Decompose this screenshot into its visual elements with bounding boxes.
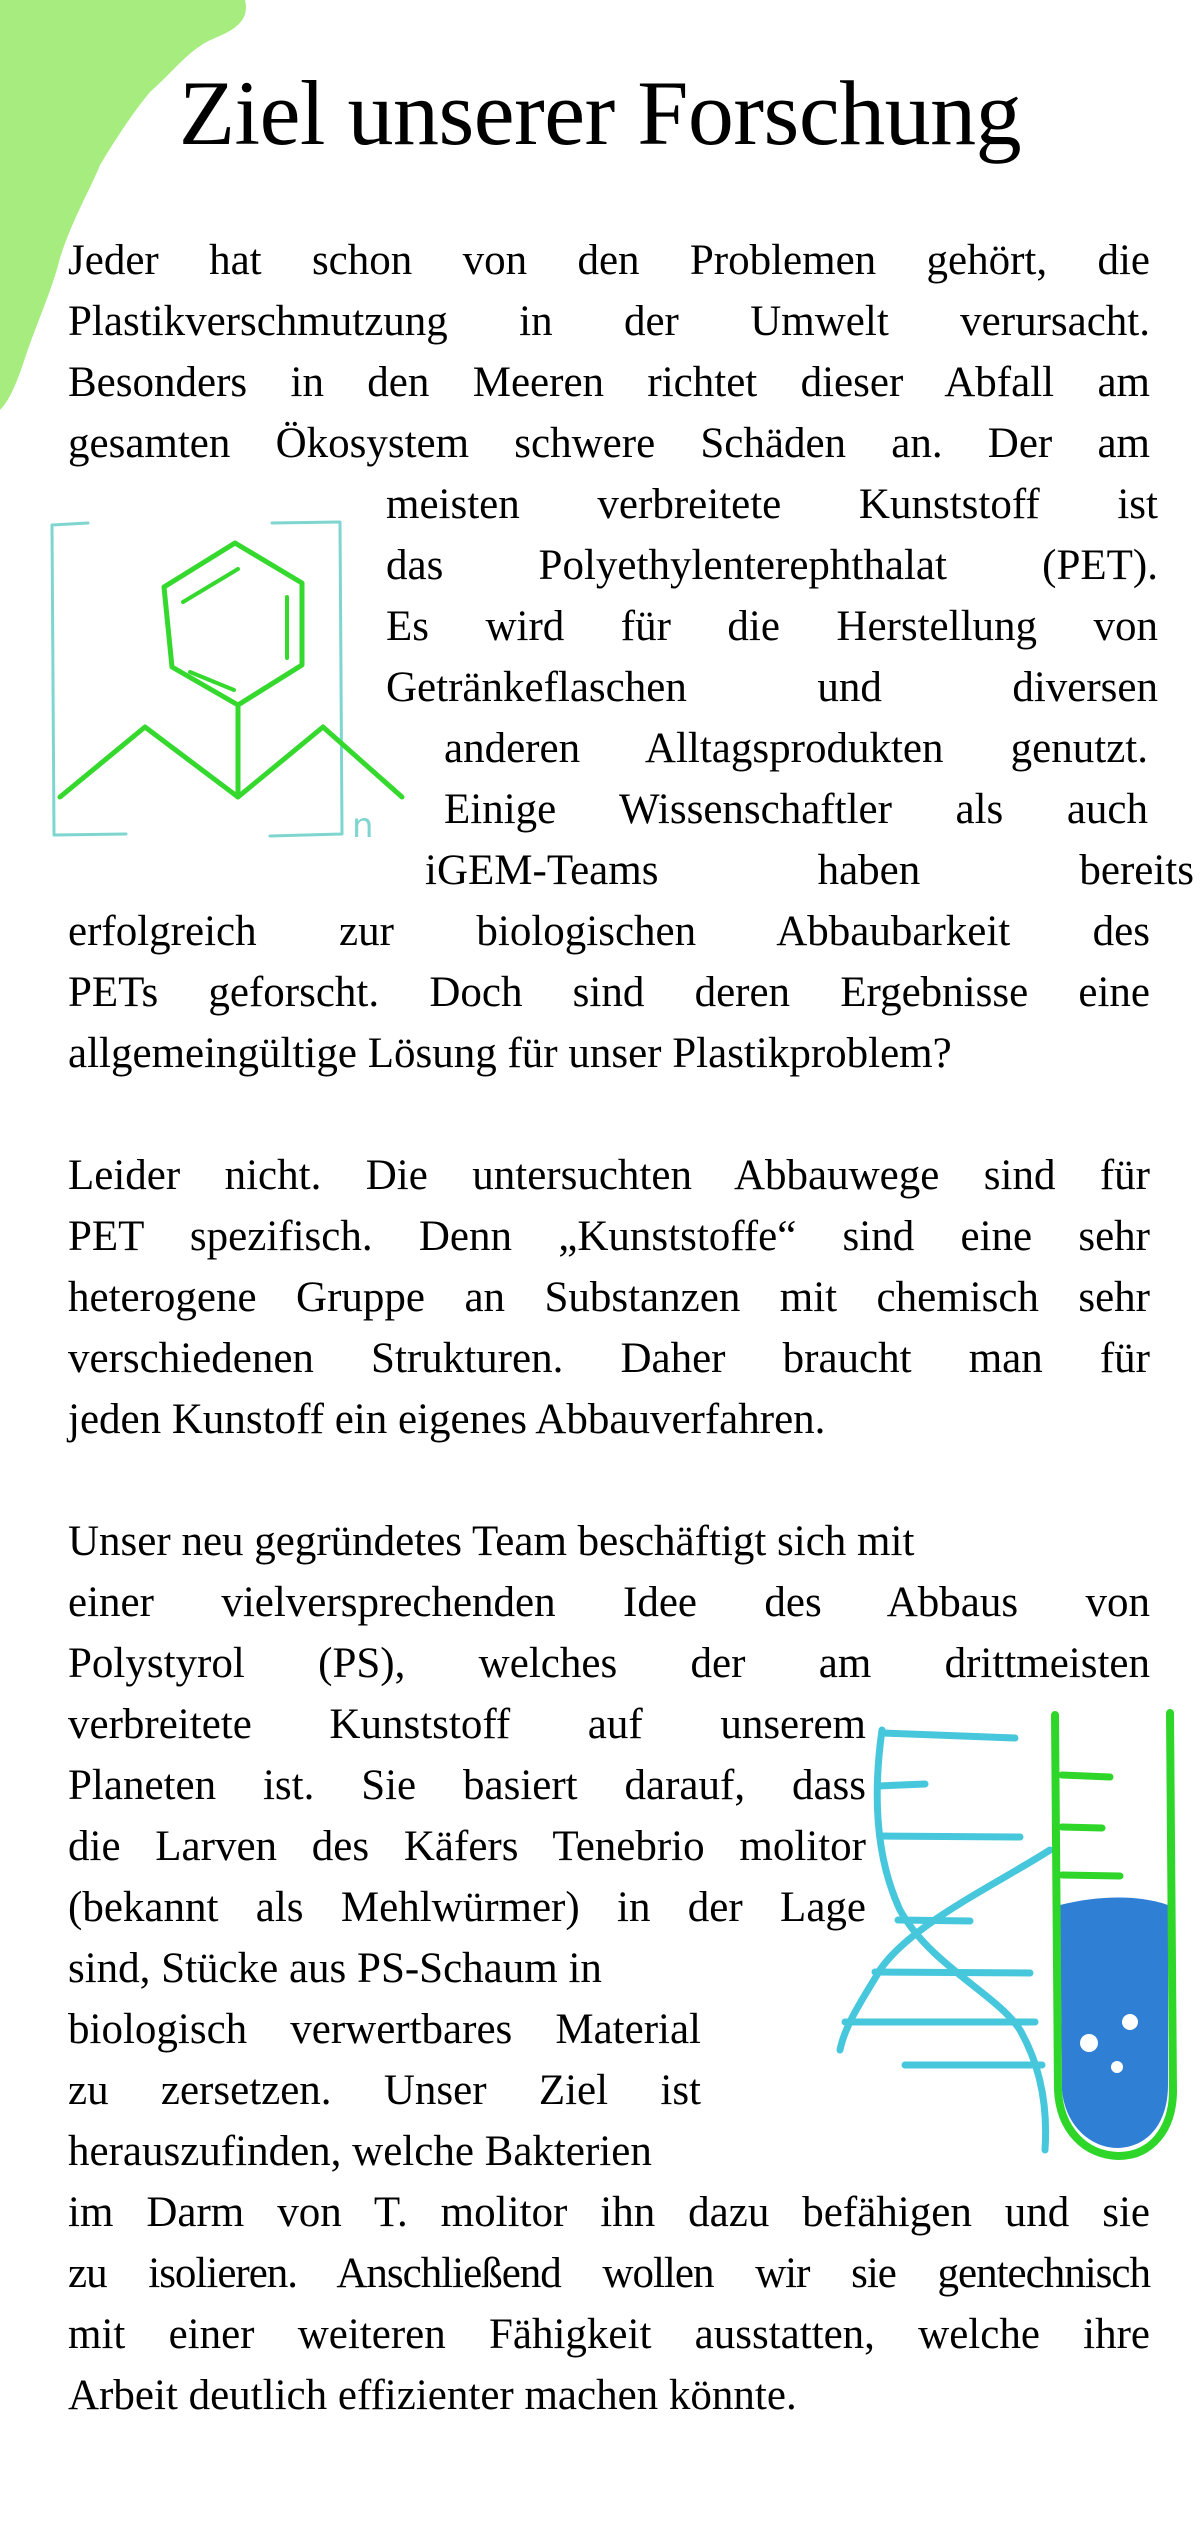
text-line: erfolgreich zur biologischen Abbaubarkeit des [68, 908, 1150, 955]
text-line: sind, Stücke aus PS-Schaum in [68, 1945, 602, 1992]
page-title: Ziel unserer Forschung [178, 62, 1022, 164]
text-line: gesamten Ökosystem schwere Schäden an. Der am [68, 420, 1150, 467]
text-line: mit einer weiteren Fähigkeit ausstatten, welche ihre [68, 2311, 1150, 2358]
text-line: verbreitete Kunststoff auf unserem [68, 1701, 866, 1748]
text-line: verschiedenen Strukturen. Daher braucht man für [68, 1335, 1150, 1382]
text-line: das Polyethylenterephthalat (PET). [386, 542, 1158, 589]
text-line: Besonders in den Meeren richtet dieser Abfall am [68, 359, 1150, 406]
text-line: PETs geforscht. Doch sind deren Ergebnisse eine [68, 969, 1150, 1016]
text-line: PET spezifisch. Denn „Kunststoffe“ sind eine sehr [68, 1213, 1150, 1260]
text-line: die Larven des Käfers Tenebrio molitor [68, 1823, 866, 1870]
text-line: Getränkeflaschen und diversen [386, 664, 1158, 711]
text-line: Es wird für die Herstellung von [386, 603, 1158, 650]
polymer-subscript: n [352, 806, 374, 846]
text-line: Unser neu gegründetes Team beschäftigt sich mit [68, 1518, 915, 1565]
text-line: Jeder hat schon von den Problemen gehört, die [68, 237, 1150, 284]
paragraph-2 [68, 1145, 1150, 1450]
text-line: biologisch verwertbares Material [68, 2006, 701, 2053]
text-line: allgemeingültige Lösung für unser Plastikproblem? [68, 1030, 952, 1077]
text-line: Polystyrol (PS), welches der am drittmeisten [68, 1640, 1150, 1687]
text-line: meisten verbreitete Kunststoff ist [386, 481, 1158, 528]
text-line: anderen Alltagsprodukten genutzt. [444, 725, 1148, 772]
text-line: im Darm von T. molitor ihn dazu befähigen und sie [68, 2189, 1150, 2236]
text-line: Arbeit deutlich effizienter machen könnte. [68, 2372, 797, 2419]
text-line: herauszufinden, welche Bakterien [68, 2128, 652, 2175]
text-line: heterogene Gruppe an Substanzen mit chemisch sehr [68, 1274, 1150, 1321]
text-line: zu isolieren. Anschließend wollen wir sie gentechnisch [68, 2250, 1150, 2297]
text-line: iGEM-Teams haben bereits [425, 847, 1194, 894]
paragraph-1 [68, 230, 1194, 1084]
text-line: (bekannt als Mehlwürmer) in der Lage [68, 1884, 866, 1931]
paragraph-3 [68, 1511, 1150, 2426]
text-line: Planeten ist. Sie basiert darauf, dass [68, 1762, 866, 1809]
text-line: Einige Wissenschaftler als auch [444, 786, 1148, 833]
text-line: jeden Kunstoff ein eigenes Abbauverfahren. [68, 1396, 826, 1443]
text-line: Leider nicht. Die untersuchten Abbauwege sind für [68, 1152, 1150, 1199]
text-line: einer vielversprechenden Idee des Abbaus von [68, 1579, 1150, 1626]
article-body [68, 230, 1194, 2426]
text-line: zu zersetzen. Unser Ziel ist [68, 2067, 701, 2114]
text-line: Plastikverschmutzung in der Umwelt verursacht. [68, 298, 1150, 345]
